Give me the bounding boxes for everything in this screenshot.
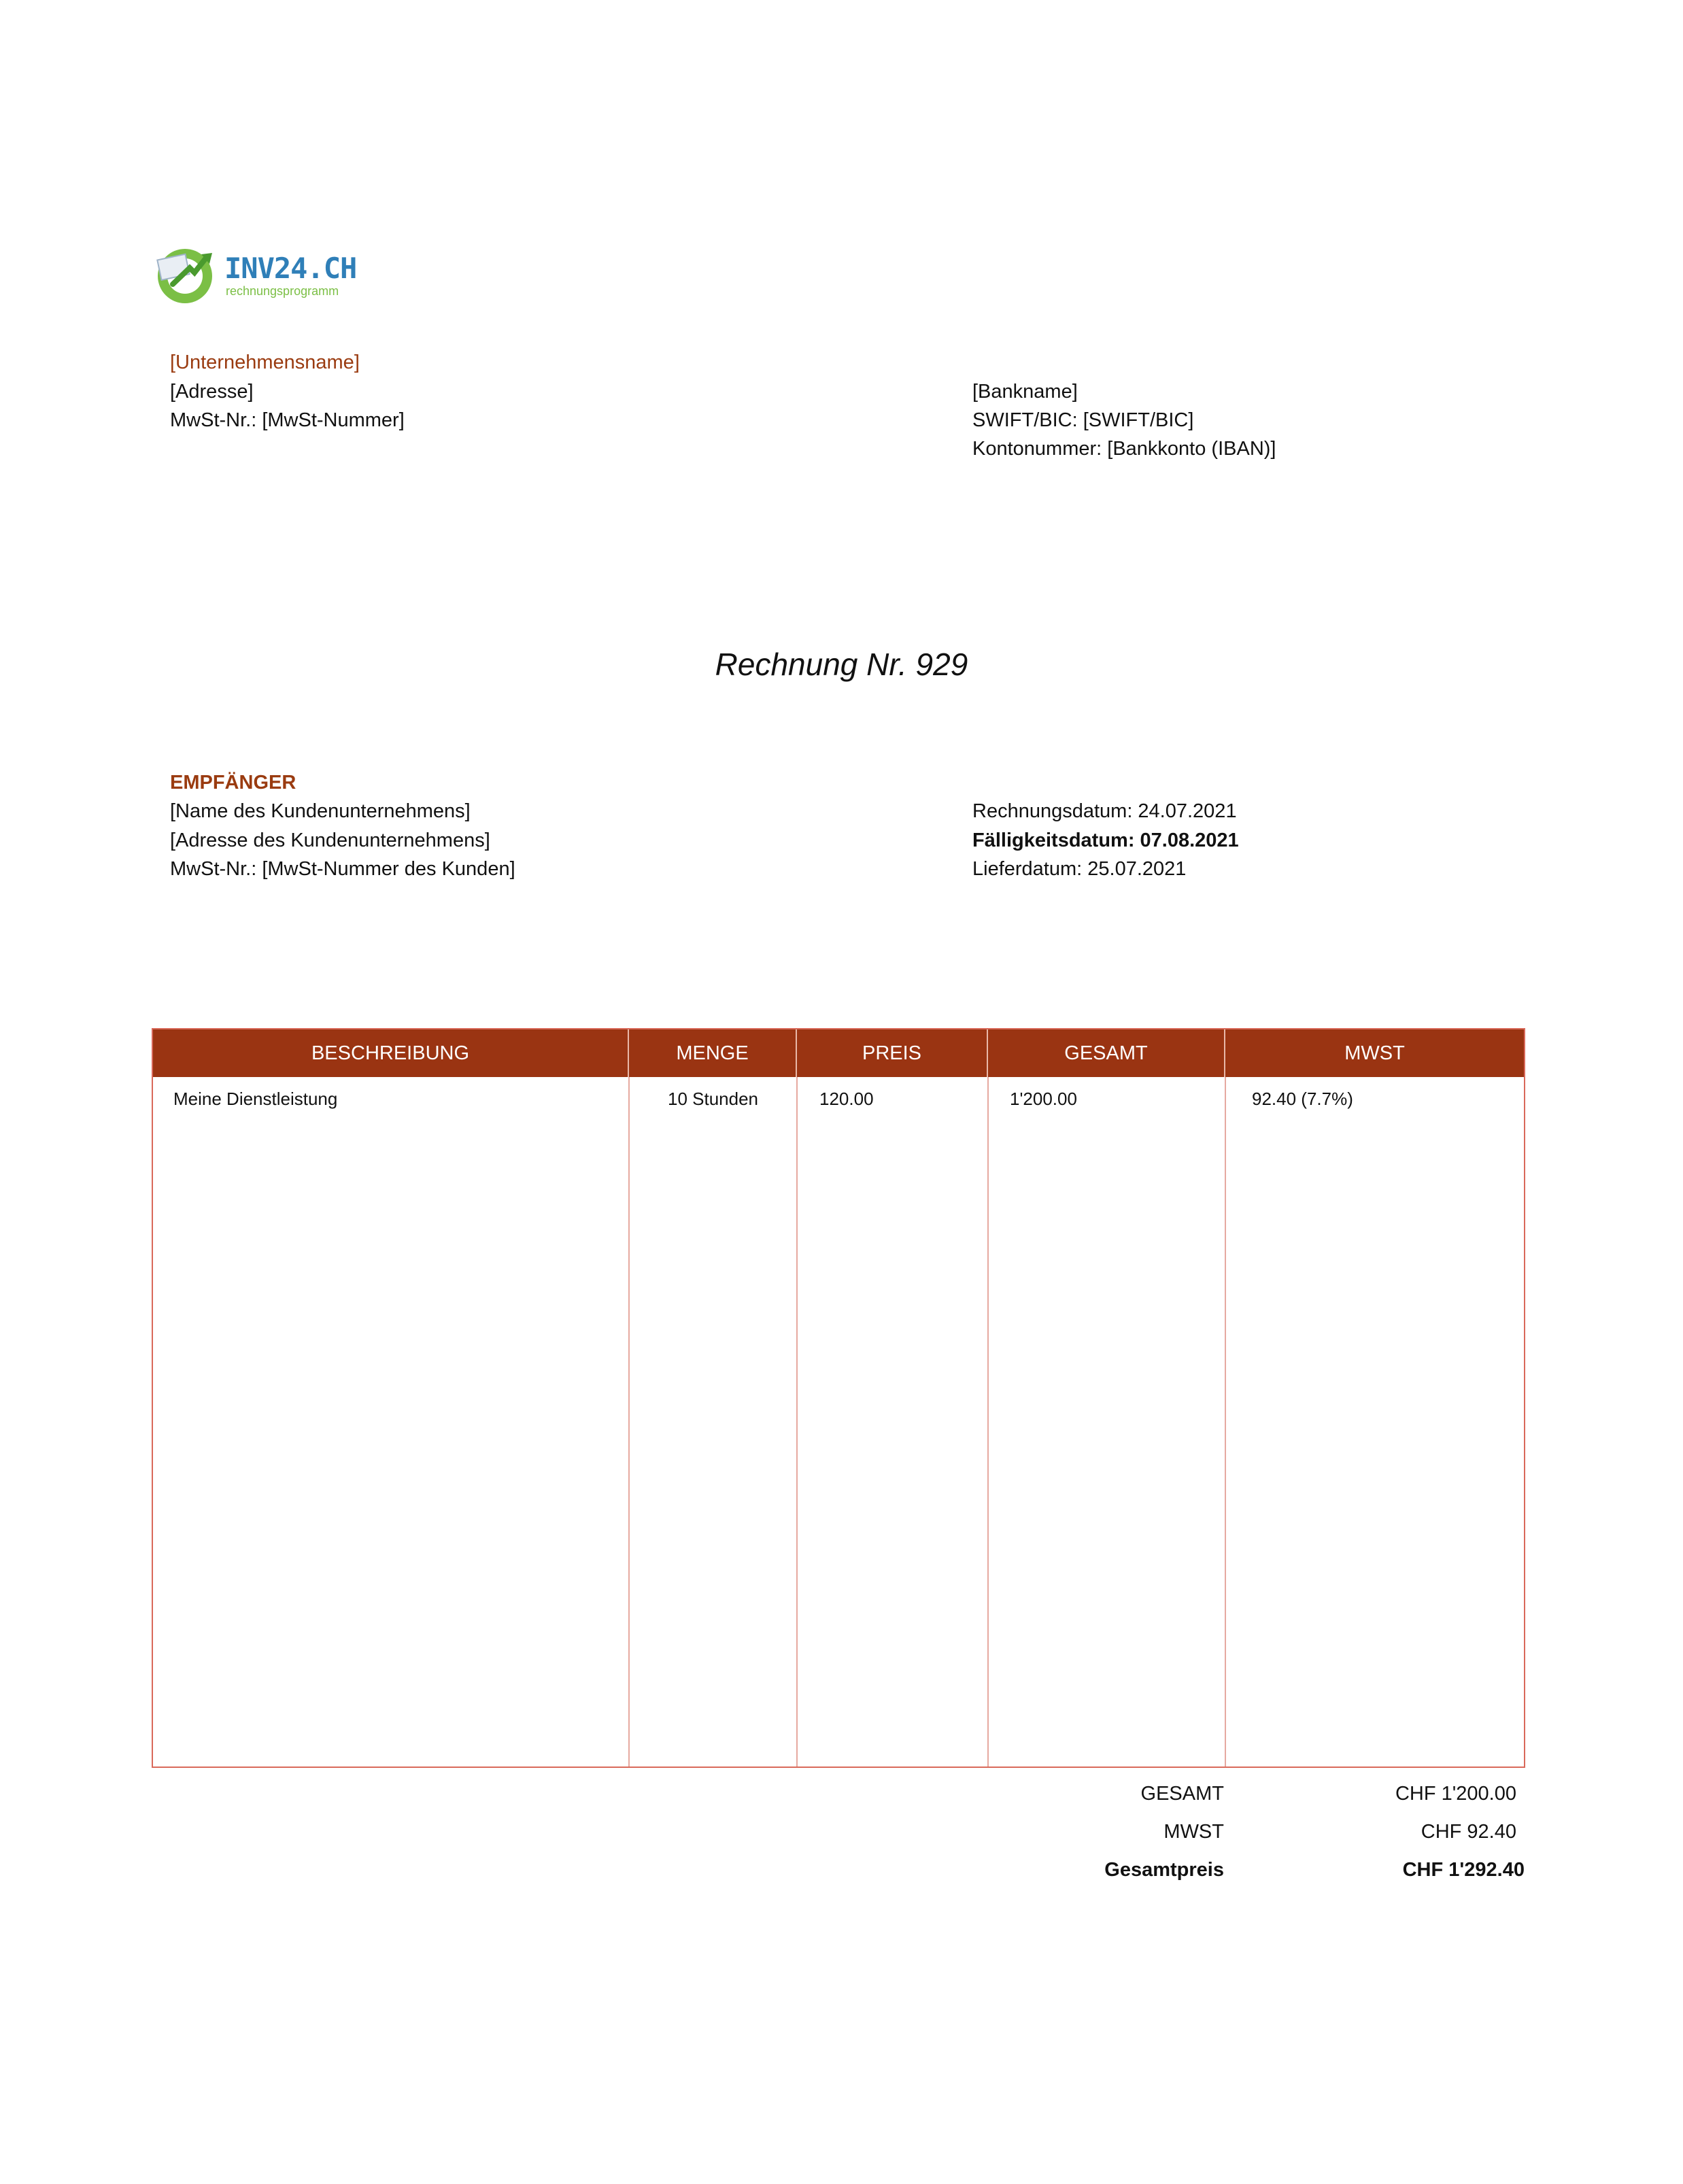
recipient-heading: EMPFÄNGER — [170, 772, 296, 794]
vat-total-value: CHF 92.40 — [1421, 1821, 1516, 1843]
subtotal-label: GESAMT — [1140, 1783, 1224, 1805]
bank-account: Kontonummer: [Bankkonto (IBAN)] — [972, 438, 1276, 460]
logo-tagline: rechnungsprogramm — [226, 284, 339, 298]
row-quantity: 10 Stunden — [667, 1089, 758, 1109]
delivery-date: Lieferdatum: 25.07.2021 — [972, 858, 1187, 880]
sender-company: [Unternehmensname] — [170, 352, 360, 373]
grand-total-value: CHF 1'292.40 — [1402, 1859, 1525, 1881]
sender-address: [Adresse] — [170, 381, 254, 403]
sender-vat: MwSt-Nr.: [MwSt-Nummer] — [170, 409, 405, 431]
items-table — [152, 1028, 1525, 1768]
recipient-address: [Adresse des Kundenunternehmens] — [170, 830, 490, 851]
grand-total-label: Gesamtpreis — [1104, 1859, 1224, 1881]
column-divider — [1225, 1077, 1226, 1767]
row-description: Meine Dienstleistung — [173, 1089, 338, 1109]
row-price: 120.00 — [819, 1089, 874, 1109]
header-price: PREIS — [797, 1029, 988, 1077]
row-total: 1'200.00 — [1010, 1089, 1077, 1109]
invoice-title: Rechnung Nr. 929 — [715, 647, 968, 682]
column-divider — [628, 1077, 630, 1767]
subtotal-value: CHF 1'200.00 — [1395, 1783, 1516, 1805]
recipient-vat: MwSt-Nr.: [MwSt-Nummer des Kunden] — [170, 858, 515, 880]
due-date: Fälligkeitsdatum: 07.08.2021 — [972, 830, 1239, 851]
bank-swift: SWIFT/BIC: [SWIFT/BIC] — [972, 409, 1194, 431]
recipient-name: [Name des Kundenunternehmens] — [170, 800, 471, 822]
header-description: BESCHREIBUNG — [153, 1029, 629, 1077]
invoice-date: Rechnungsdatum: 24.07.2021 — [972, 800, 1237, 822]
logo-name: INV24.CH — [224, 252, 357, 285]
logo-icon — [152, 242, 220, 310]
column-divider — [796, 1077, 798, 1767]
column-divider — [987, 1077, 989, 1767]
header-total: GESAMT — [988, 1029, 1225, 1077]
bank-name: [Bankname] — [972, 381, 1078, 403]
vat-total-label: MWST — [1163, 1821, 1224, 1843]
header-quantity: MENGE — [629, 1029, 797, 1077]
row-vat: 92.40 (7.7%) — [1252, 1089, 1353, 1109]
header-vat: MWST — [1225, 1029, 1524, 1077]
